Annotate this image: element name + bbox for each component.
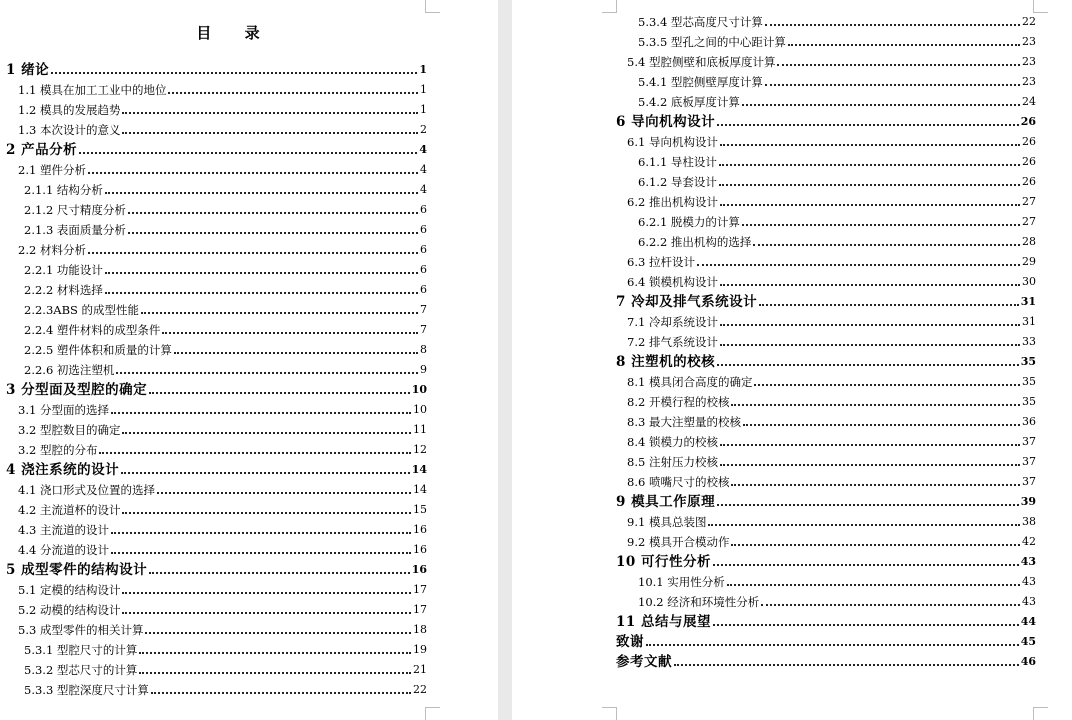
leader-dots [717,124,1019,126]
toc-entry[interactable] [627,474,1036,490]
toc-page-number: 44 [1020,615,1036,628]
leader-dots [742,104,1020,106]
leader-dots [116,372,418,374]
toc-entry[interactable] [18,442,427,458]
toc-entry-text: 2 产品分析 [6,142,78,158]
leader-dots [717,364,1019,366]
toc-entry[interactable] [18,122,427,138]
toc-page-number: 4 [419,143,427,156]
leader-dots [122,112,418,114]
leader-dots [149,392,410,394]
toc-entry-text: 7.1 冷却系统设计 [627,315,718,329]
leader-dots [79,152,417,154]
leader-dots [99,452,411,454]
leader-dots [139,652,411,654]
toc-entry[interactable] [18,542,427,558]
leader-dots [128,232,418,234]
toc-entry[interactable] [6,62,427,78]
leader-dots [697,264,1020,266]
toc-entry[interactable] [24,362,427,378]
toc-page-number: 31 [1022,315,1036,328]
toc-entry[interactable] [24,322,427,338]
toc-page-number: 16 [413,523,427,536]
toc-entry[interactable] [638,214,1036,230]
toc-entry-text: 参考文献 [616,654,672,670]
toc-entry[interactable] [638,174,1036,190]
document-page-left [0,0,498,720]
leader-dots [174,352,418,354]
toc-entry-text: 1.2 模具的发展趋势 [18,103,121,117]
toc-entry-text: 4.1 浇口形式及位置的选择 [18,483,155,497]
toc-entry-text: 8.6 喷嘴尺寸的校核 [627,475,730,489]
toc-entry-text: 2.1.2 尺寸精度分析 [24,203,126,217]
toc-entry-text: 5.3 成型零件的相关计算 [18,623,144,637]
leader-dots [713,564,1019,566]
leader-dots [720,144,1020,146]
toc-entry-text: 1 绪论 [6,62,50,78]
leader-dots [720,344,1020,346]
toc-entry-text: 5.1 定模的结构设计 [18,583,121,597]
leader-dots [743,424,1020,426]
toc-entry-text: 2.2.3ABS 的成型性能 [24,303,140,317]
toc-entry[interactable] [638,154,1036,170]
toc-entry-text: 1.3 本次设计的意义 [18,123,121,137]
toc-entry-text: 6 导向机构设计 [616,114,716,130]
toc-page-number: 37 [1022,435,1036,448]
toc-entry-text: 4.2 主流道杯的设计 [18,503,121,517]
toc-entry[interactable] [18,602,427,618]
toc-page-number: 33 [1022,335,1036,348]
toc-entry-text: 6.1.2 导套设计 [638,175,717,189]
toc-entry[interactable] [18,502,427,518]
toc-page-number: 23 [1022,35,1036,48]
toc-entry-text: 6.1.1 导柱设计 [638,155,717,169]
toc-page-number: 4 [420,183,427,196]
toc-page-number: 43 [1020,555,1036,568]
corner-mark [602,0,617,13]
toc-entry[interactable] [18,522,427,538]
toc-entry-text: 5 成型零件的结构设计 [6,562,148,578]
toc-entry-text: 2.2.6 初选注塑机 [24,363,115,377]
document-page-right [512,0,1072,720]
toc-entry-text: 2.2 材料分析 [18,243,86,257]
leader-dots [646,644,1019,646]
toc-page-number: 1 [420,103,427,116]
toc-entry-text: 6.1 导向机构设计 [627,135,718,149]
toc-entry[interactable] [18,622,427,638]
toc-entry[interactable] [18,102,427,118]
toc-entry-text: 9.1 模具总装图 [627,515,707,529]
toc-page-number: 14 [413,483,427,496]
toc-page-number: 2 [420,123,427,136]
toc-page-number: 6 [420,223,427,236]
toc-entry[interactable] [638,94,1036,110]
leader-dots [713,624,1019,626]
toc-entry-text: 2.1.3 表面质量分析 [24,223,126,237]
toc-page-number: 14 [411,463,427,476]
leader-dots [88,172,418,174]
toc-entry-text: 1.1 模具在加工工业中的地位 [18,83,167,97]
leader-dots [121,472,410,474]
corner-mark [602,707,617,720]
toc-page-number: 23 [1022,55,1036,68]
leader-dots [122,612,411,614]
toc-page-number: 29 [1022,255,1036,268]
toc-entry[interactable] [24,342,427,358]
leader-dots [111,552,411,554]
toc-entry[interactable] [627,414,1036,430]
toc-entry[interactable] [18,402,427,418]
toc-entry-text: 5.4.2 底板厚度计算 [638,95,740,109]
toc-entry[interactable] [627,194,1036,210]
toc-page-number: 46 [1020,655,1036,668]
toc-entry[interactable] [6,562,427,578]
leader-dots [151,692,411,694]
toc-entry[interactable] [24,222,427,238]
leader-dots [105,292,418,294]
leader-dots [788,44,1020,46]
toc-entry[interactable] [638,14,1036,30]
toc-entry[interactable] [627,514,1036,530]
toc-entry[interactable] [18,422,427,438]
toc-entry-text: 6.3 拉杆设计 [627,255,695,269]
leader-dots [105,192,418,194]
toc-entry-text: 8.1 模具闭合高度的确定 [627,375,753,389]
toc-page-number: 6 [420,263,427,276]
leader-dots [122,432,411,434]
toc-entry[interactable] [638,234,1036,250]
toc-page-number: 35 [1022,395,1036,408]
toc-entry-text: 3.2 型腔数目的确定 [18,423,121,437]
toc-entry-text: 10 可行性分析 [616,554,711,570]
toc-entry[interactable] [24,682,427,698]
toc-entry-text: 2.2.5 塑件体积和质量的计算 [24,343,172,357]
toc-entry[interactable] [18,242,427,258]
leader-dots [168,92,418,94]
toc-page-number: 26 [1022,155,1036,168]
toc-page-number: 26 [1020,115,1036,128]
toc-entry[interactable] [627,374,1036,390]
toc-page-number: 45 [1020,635,1036,648]
toc-entry[interactable] [6,462,427,478]
leader-dots [674,664,1019,666]
toc-page-number: 31 [1020,295,1036,308]
toc-entry-text: 3.1 分型面的选择 [18,403,109,417]
leader-dots [720,284,1020,286]
toc-page-number: 1 [419,63,427,76]
leader-dots [753,244,1020,246]
toc-page-number: 17 [413,583,427,596]
corner-mark [425,0,440,13]
toc-entry-text: 8 注塑机的校核 [616,354,716,370]
toc-entry[interactable] [24,642,427,658]
toc-page-number: 22 [413,683,427,696]
toc-page-number: 17 [413,603,427,616]
toc-entry-text: 8.5 注射压力校核 [627,455,718,469]
toc-entry-text: 致谢 [616,634,644,650]
leader-dots [162,332,418,334]
toc-entry-text: 7.2 排气系统设计 [627,335,718,349]
leader-dots [105,272,418,274]
toc-entry-text: 5.3.2 型芯尺寸的计算 [24,663,138,677]
toc-entry[interactable] [24,302,427,318]
leader-dots [731,544,1020,546]
toc-entry[interactable] [6,382,427,398]
toc-page-number: 8 [420,343,427,356]
toc-entry[interactable] [638,74,1036,90]
toc-entry[interactable] [627,434,1036,450]
toc-entry[interactable] [638,574,1036,590]
toc-entry-text: 5.3.5 型孔之间的中心距计算 [638,35,786,49]
toc-entry-text: 5.3.3 型腔深度尺寸计算 [24,683,149,697]
leader-dots [777,64,1020,66]
toc-entry-text: 4.3 主流道的设计 [18,523,109,537]
toc-page-number: 37 [1022,455,1036,468]
leader-dots [708,524,1020,526]
toc-title: 目 录 [196,24,274,42]
toc-page-number: 39 [1020,495,1036,508]
toc-entry[interactable] [24,262,427,278]
toc-page-number: 26 [1022,135,1036,148]
toc-page-number: 26 [1022,175,1036,188]
corner-mark [425,707,440,720]
toc-page-number: 4 [420,163,427,176]
toc-entry[interactable] [616,614,1036,630]
toc-page-number: 23 [1022,75,1036,88]
toc-entry-text: 10.2 经济和环境性分析 [638,595,760,609]
toc-entry-text: 11 总结与展望 [616,614,711,630]
toc-entry[interactable] [627,134,1036,150]
leader-dots [717,504,1019,506]
toc-page-number: 36 [1022,415,1036,428]
leader-dots [742,224,1020,226]
leader-dots [719,164,1020,166]
toc-page-number: 35 [1022,375,1036,388]
toc-entry-text: 8.3 最大注塑量的校核 [627,415,741,429]
toc-page-number: 19 [413,643,427,656]
toc-entry-text: 6.2.1 脱模力的计算 [638,215,740,229]
toc-entry[interactable] [18,162,427,178]
toc-entry[interactable] [616,294,1036,310]
leader-dots [145,632,411,634]
toc-entry[interactable] [616,554,1036,570]
toc-page-number: 43 [1022,575,1036,588]
toc-page-number: 22 [1022,15,1036,28]
toc-page-number: 16 [411,563,427,576]
toc-page-number: 1 [420,83,427,96]
toc-entry-text: 5.2 动模的结构设计 [18,603,121,617]
leader-dots [754,384,1020,386]
toc-entry[interactable] [18,582,427,598]
corner-mark [1033,0,1048,13]
leader-dots [731,484,1020,486]
toc-page-number: 7 [420,303,427,316]
toc-entry[interactable] [627,274,1036,290]
toc-entry-text: 10.1 实用性分析 [638,575,725,589]
leader-dots [719,184,1020,186]
leader-dots [88,252,418,254]
toc-page-number: 12 [413,443,427,456]
toc-entry[interactable] [24,202,427,218]
toc-page-number: 6 [420,283,427,296]
toc-page-number: 18 [413,623,427,636]
toc-entry-text: 6.2 推出机构设计 [627,195,718,209]
toc-page-number: 15 [413,503,427,516]
toc-page-number: 37 [1022,475,1036,488]
toc-page-number: 42 [1022,535,1036,548]
toc-entry-text: 5.3.4 型芯高度尺寸计算 [638,15,763,29]
toc-page-number: 38 [1022,515,1036,528]
toc-entry[interactable] [627,394,1036,410]
leader-dots [731,404,1020,406]
toc-entry[interactable] [18,482,427,498]
toc-page-number: 6 [420,243,427,256]
toc-entry-text: 3.2 型腔的分布 [18,443,98,457]
toc-entry-text: 4.4 分流道的设计 [18,543,109,557]
leader-dots [720,204,1020,206]
leader-dots [51,72,417,74]
toc-entry-text: 5.3.1 型腔尺寸的计算 [24,643,138,657]
toc-entry-text: 3 分型面及型腔的确定 [6,382,148,398]
toc-entry[interactable] [6,142,427,158]
toc-page-number: 10 [411,383,427,396]
leader-dots [759,304,1019,306]
toc-page-number: 7 [420,323,427,336]
toc-entry-text: 6.4 锁模机构设计 [627,275,718,289]
leader-dots [765,24,1020,26]
toc-page-number: 30 [1022,275,1036,288]
leader-dots [111,412,411,414]
toc-entry[interactable] [24,662,427,678]
toc-entry-text: 7 冷却及排气系统设计 [616,294,758,310]
leader-dots [720,444,1020,446]
leader-dots [111,532,411,534]
toc-entry[interactable] [627,454,1036,470]
leader-dots [139,672,411,674]
toc-page-number: 35 [1020,355,1036,368]
leader-dots [128,212,418,214]
toc-entry[interactable] [616,114,1036,130]
toc-page-number: 21 [413,663,427,676]
leader-dots [157,492,411,494]
toc-entry-text: 5.4.1 型腔侧壁厚度计算 [638,75,763,89]
toc-entry-text: 2.2.4 塑件材料的成型条件 [24,323,161,337]
toc-entry-text: 6.2.2 推出机构的选择 [638,235,752,249]
leader-dots [720,324,1020,326]
toc-entry[interactable] [627,54,1036,70]
leader-dots [122,512,411,514]
leader-dots [141,312,418,314]
toc-entry-text: 5.4 型腔侧壁和底板厚度计算 [627,55,776,69]
toc-entry[interactable] [24,182,427,198]
toc-entry[interactable] [616,354,1036,370]
toc-page-number: 11 [413,423,427,436]
toc-entry[interactable] [638,594,1036,610]
toc-page-number: 27 [1022,215,1036,228]
toc-entry[interactable] [616,654,1036,670]
toc-entry[interactable] [638,34,1036,50]
toc-entry[interactable] [24,282,427,298]
toc-page-number: 24 [1022,95,1036,108]
toc-page-number: 10 [413,403,427,416]
toc-entry-text: 8.4 锁模力的校核 [627,435,718,449]
toc-entry-text: 9 模具工作原理 [616,494,716,510]
toc-entry[interactable] [616,494,1036,510]
toc-entry[interactable] [18,82,427,98]
toc-entry-text: 4 浇注系统的设计 [6,462,120,478]
leader-dots [122,132,418,134]
toc-entry[interactable] [627,254,1036,270]
leader-dots [727,584,1020,586]
toc-page-number: 9 [420,363,427,376]
toc-entry[interactable] [627,534,1036,550]
leader-dots [765,84,1020,86]
corner-mark [1033,707,1048,720]
toc-entry-text: 2.2.1 功能设计 [24,263,103,277]
toc-page-number: 43 [1022,595,1036,608]
toc-entry[interactable] [627,314,1036,330]
toc-entry-text: 8.2 开模行程的校核 [627,395,730,409]
leader-dots [720,464,1020,466]
toc-entry[interactable] [616,634,1036,650]
toc-entry-text: 2.2.2 材料选择 [24,283,103,297]
leader-dots [122,592,411,594]
toc-page-number: 6 [420,203,427,216]
toc-page-number: 27 [1022,195,1036,208]
toc-entry-text: 2.1.1 结构分析 [24,183,103,197]
leader-dots [761,604,1020,606]
toc-page-number: 16 [413,543,427,556]
toc-page-number: 28 [1022,235,1036,248]
toc-entry-text: 2.1 塑件分析 [18,163,86,177]
leader-dots [149,572,410,574]
toc-entry-text: 9.2 模具开合模动作 [627,535,730,549]
toc-entry[interactable] [627,334,1036,350]
